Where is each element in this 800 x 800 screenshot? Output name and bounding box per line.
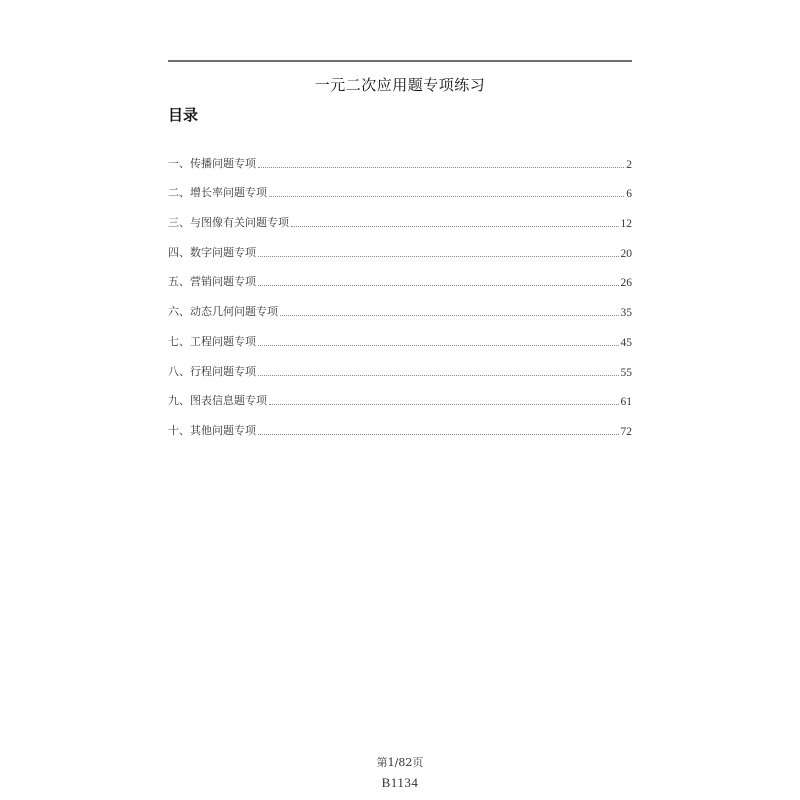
dot-leader xyxy=(269,404,619,405)
toc-entry-10[interactable] xyxy=(168,408,632,438)
toc-entry-page: 26 xyxy=(620,277,632,290)
toc-entry-page: 35 xyxy=(620,307,632,320)
toc-entry-8[interactable] xyxy=(168,349,632,379)
toc-entry-5[interactable] xyxy=(168,260,632,290)
toc-entry-page: 55 xyxy=(620,366,632,379)
toc-entry-page: 61 xyxy=(620,396,632,409)
dot-leader xyxy=(258,375,619,376)
toc-entry-page: 12 xyxy=(620,218,632,231)
toc-entry-page: 2 xyxy=(626,158,632,171)
toc-entry-2[interactable] xyxy=(168,171,632,201)
dot-leader xyxy=(258,434,619,435)
toc-entry-page: 45 xyxy=(620,336,632,349)
document-title: 一元二次应用题专项练习 xyxy=(314,76,486,94)
toc-entry-3[interactable] xyxy=(168,200,632,230)
toc-entry-label: 二、增长率问题专项 xyxy=(168,186,267,200)
page-indicator: 第1/82页 xyxy=(376,756,424,769)
toc-entry-page: 72 xyxy=(620,425,632,438)
toc-entry-4[interactable] xyxy=(168,230,632,260)
dot-leader xyxy=(291,226,619,227)
toc-entry-9[interactable] xyxy=(168,379,632,409)
dot-leader xyxy=(280,315,619,316)
toc-entry-label: 一、传播问题专项 xyxy=(168,156,256,170)
dot-leader xyxy=(258,345,619,346)
dot-leader xyxy=(258,167,624,168)
toc-entry-label: 九、图表信息题专项 xyxy=(168,394,267,408)
toc-heading: 目录 xyxy=(168,106,199,124)
toc-entry-label: 五、营销问题专项 xyxy=(168,275,256,289)
toc-entry-label: 六、动态几何问题专项 xyxy=(168,305,278,319)
toc-entry-label: 十、其他问题专项 xyxy=(168,423,256,437)
document-code: B1134 xyxy=(381,775,419,790)
toc-entry-page: 20 xyxy=(620,247,632,260)
toc-entry-label: 四、数字问题专项 xyxy=(168,245,256,259)
toc-entry-page: 6 xyxy=(626,188,632,201)
toc-entry-label: 七、工程问题专项 xyxy=(168,334,256,348)
toc-entry-label: 三、与图像有关问题专项 xyxy=(168,216,289,230)
toc-entry-label: 八、行程问题专项 xyxy=(168,364,256,378)
dot-leader xyxy=(258,256,619,257)
toc-entry-6[interactable] xyxy=(168,289,632,319)
toc-entry-7[interactable] xyxy=(168,319,632,349)
toc-entry-1[interactable] xyxy=(168,141,632,171)
table-of-contents xyxy=(168,141,632,438)
dot-leader xyxy=(258,285,619,286)
header-rule xyxy=(168,60,632,62)
dot-leader xyxy=(269,196,624,197)
